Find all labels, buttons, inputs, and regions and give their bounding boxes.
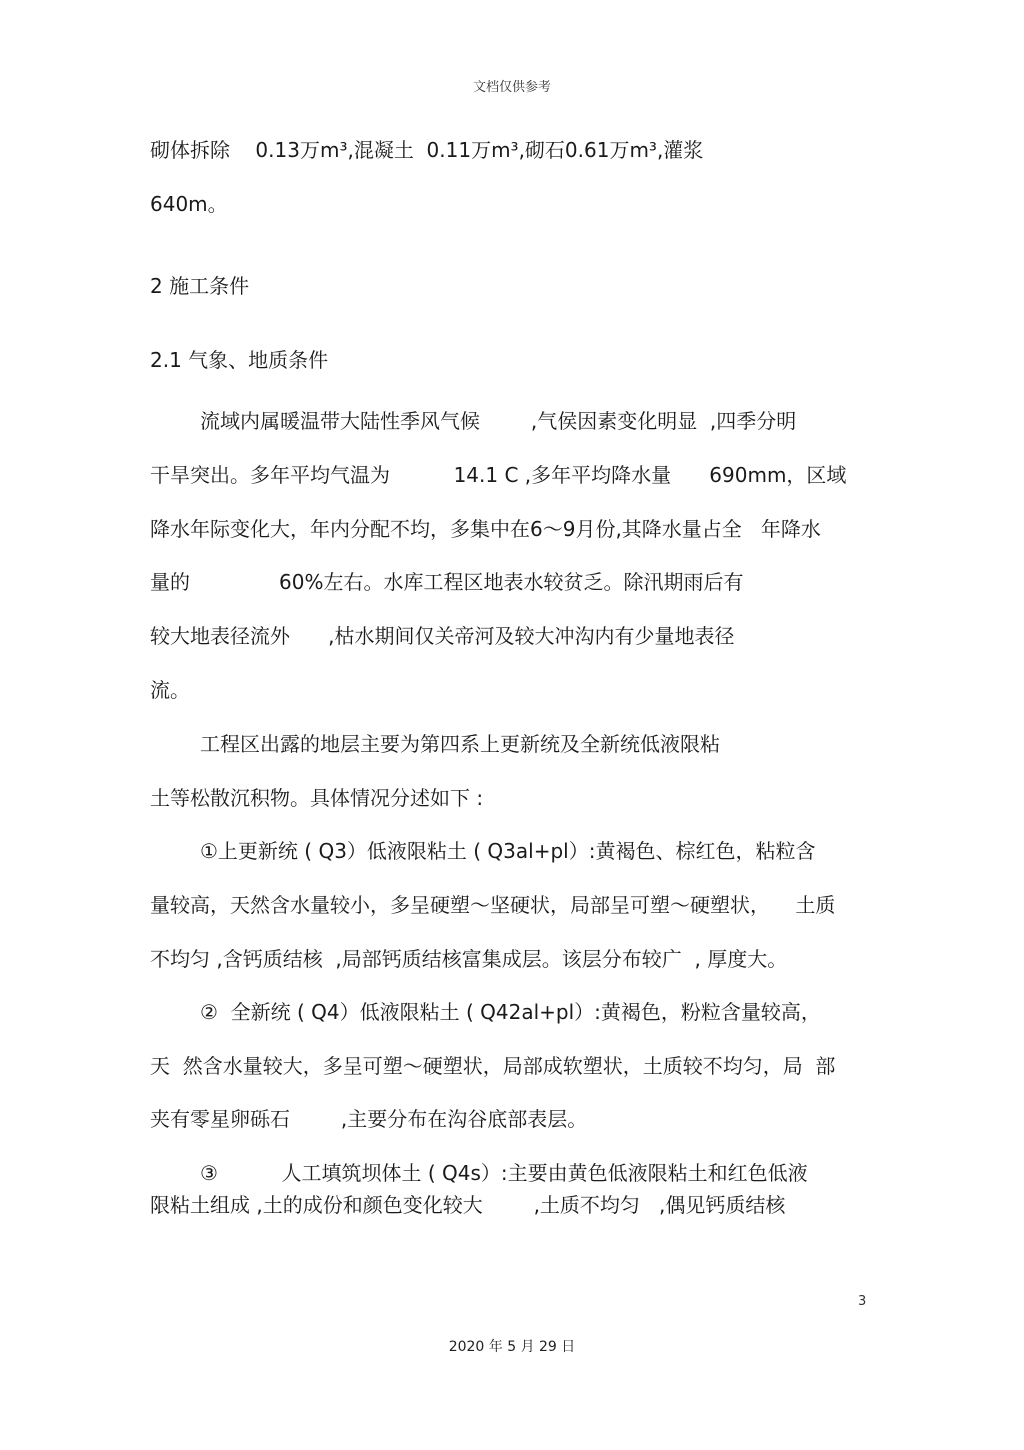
paragraph-line: 夹有零星卵砾石 ,主要分布在沟谷底部表层。	[150, 1107, 588, 1131]
paragraph-line: 限粘土组成 ,土的成份和颜色变化较大 ,土质不均匀 ,偶见钙质结核	[150, 1193, 786, 1217]
paragraph-line: 天 然含水量较大，多呈可塑〜硬塑状，局部成软塑状，土质较不均匀，局 部	[150, 1054, 836, 1078]
paragraph-line: 降水年际变化大，年内分配不均，多集中在6〜9月份,其降水量占全 年降水	[150, 517, 821, 541]
paragraph-line: 工程区出露的地层主要为第四系上更新统及全新统低液限粘	[200, 732, 720, 756]
paragraph-line: 流域内属暖温带大陆性季风气候 ,气侯因素变化明显 ,四季分明	[200, 409, 797, 433]
page-number: 3	[858, 1294, 867, 1309]
paragraph-line: 干旱突出。多年平均气温为 14.1 C ,多年平均降水量 690mm，区域	[150, 463, 847, 487]
page-header: 文档仅供参考	[472, 80, 551, 95]
paragraph-line: ①上更新统 ( Q3）低液限粘土 ( Q3al+pl）:黄褐色、棕红色，粘粒含	[200, 839, 816, 863]
paragraph-line: ③ 人工填筑坝体土 ( Q4s）:主要由黄色低液限粘土和红色低液	[200, 1161, 808, 1185]
paragraph-line: 不均匀 ,含钙质结核 ,局部钙质结核富集成层。该层分布较广 , 厚度大。	[150, 947, 788, 971]
paragraph-line: 流。	[150, 678, 190, 702]
paragraph-line: 量的 60%左右。水库工程区地表水较贫乏。除汛期雨后有	[150, 570, 744, 594]
paragraph-line: 较大地表径流外 ,枯水期间仅关帝河及较大冲沟内有少量地表径	[150, 624, 735, 648]
text-line: 640m。	[150, 192, 228, 216]
paragraph-line: 量较高，天然含水量较小，多呈硬塑〜坚硬状，局部呈可塑〜硬塑状， 土质	[150, 893, 836, 917]
text-line: 砌体拆除 0.13万m³,混凝土 0.11万m³,砌石0.61万m³,灌浆	[150, 138, 704, 162]
paragraph-line: 土等松散沉积物。具体情况分述如下 :	[150, 786, 484, 810]
page-footer-date: 2020 年 5 月 29 日	[448, 1339, 576, 1355]
section-heading: 2 施工条件	[150, 274, 250, 298]
subsection-heading: 2.1 气象、地质条件	[150, 348, 329, 372]
paragraph-line: ② 全新统 ( Q4）低液限粘土 ( Q42al+pl）:黄褐色，粉粒含量较高，	[200, 1000, 821, 1024]
